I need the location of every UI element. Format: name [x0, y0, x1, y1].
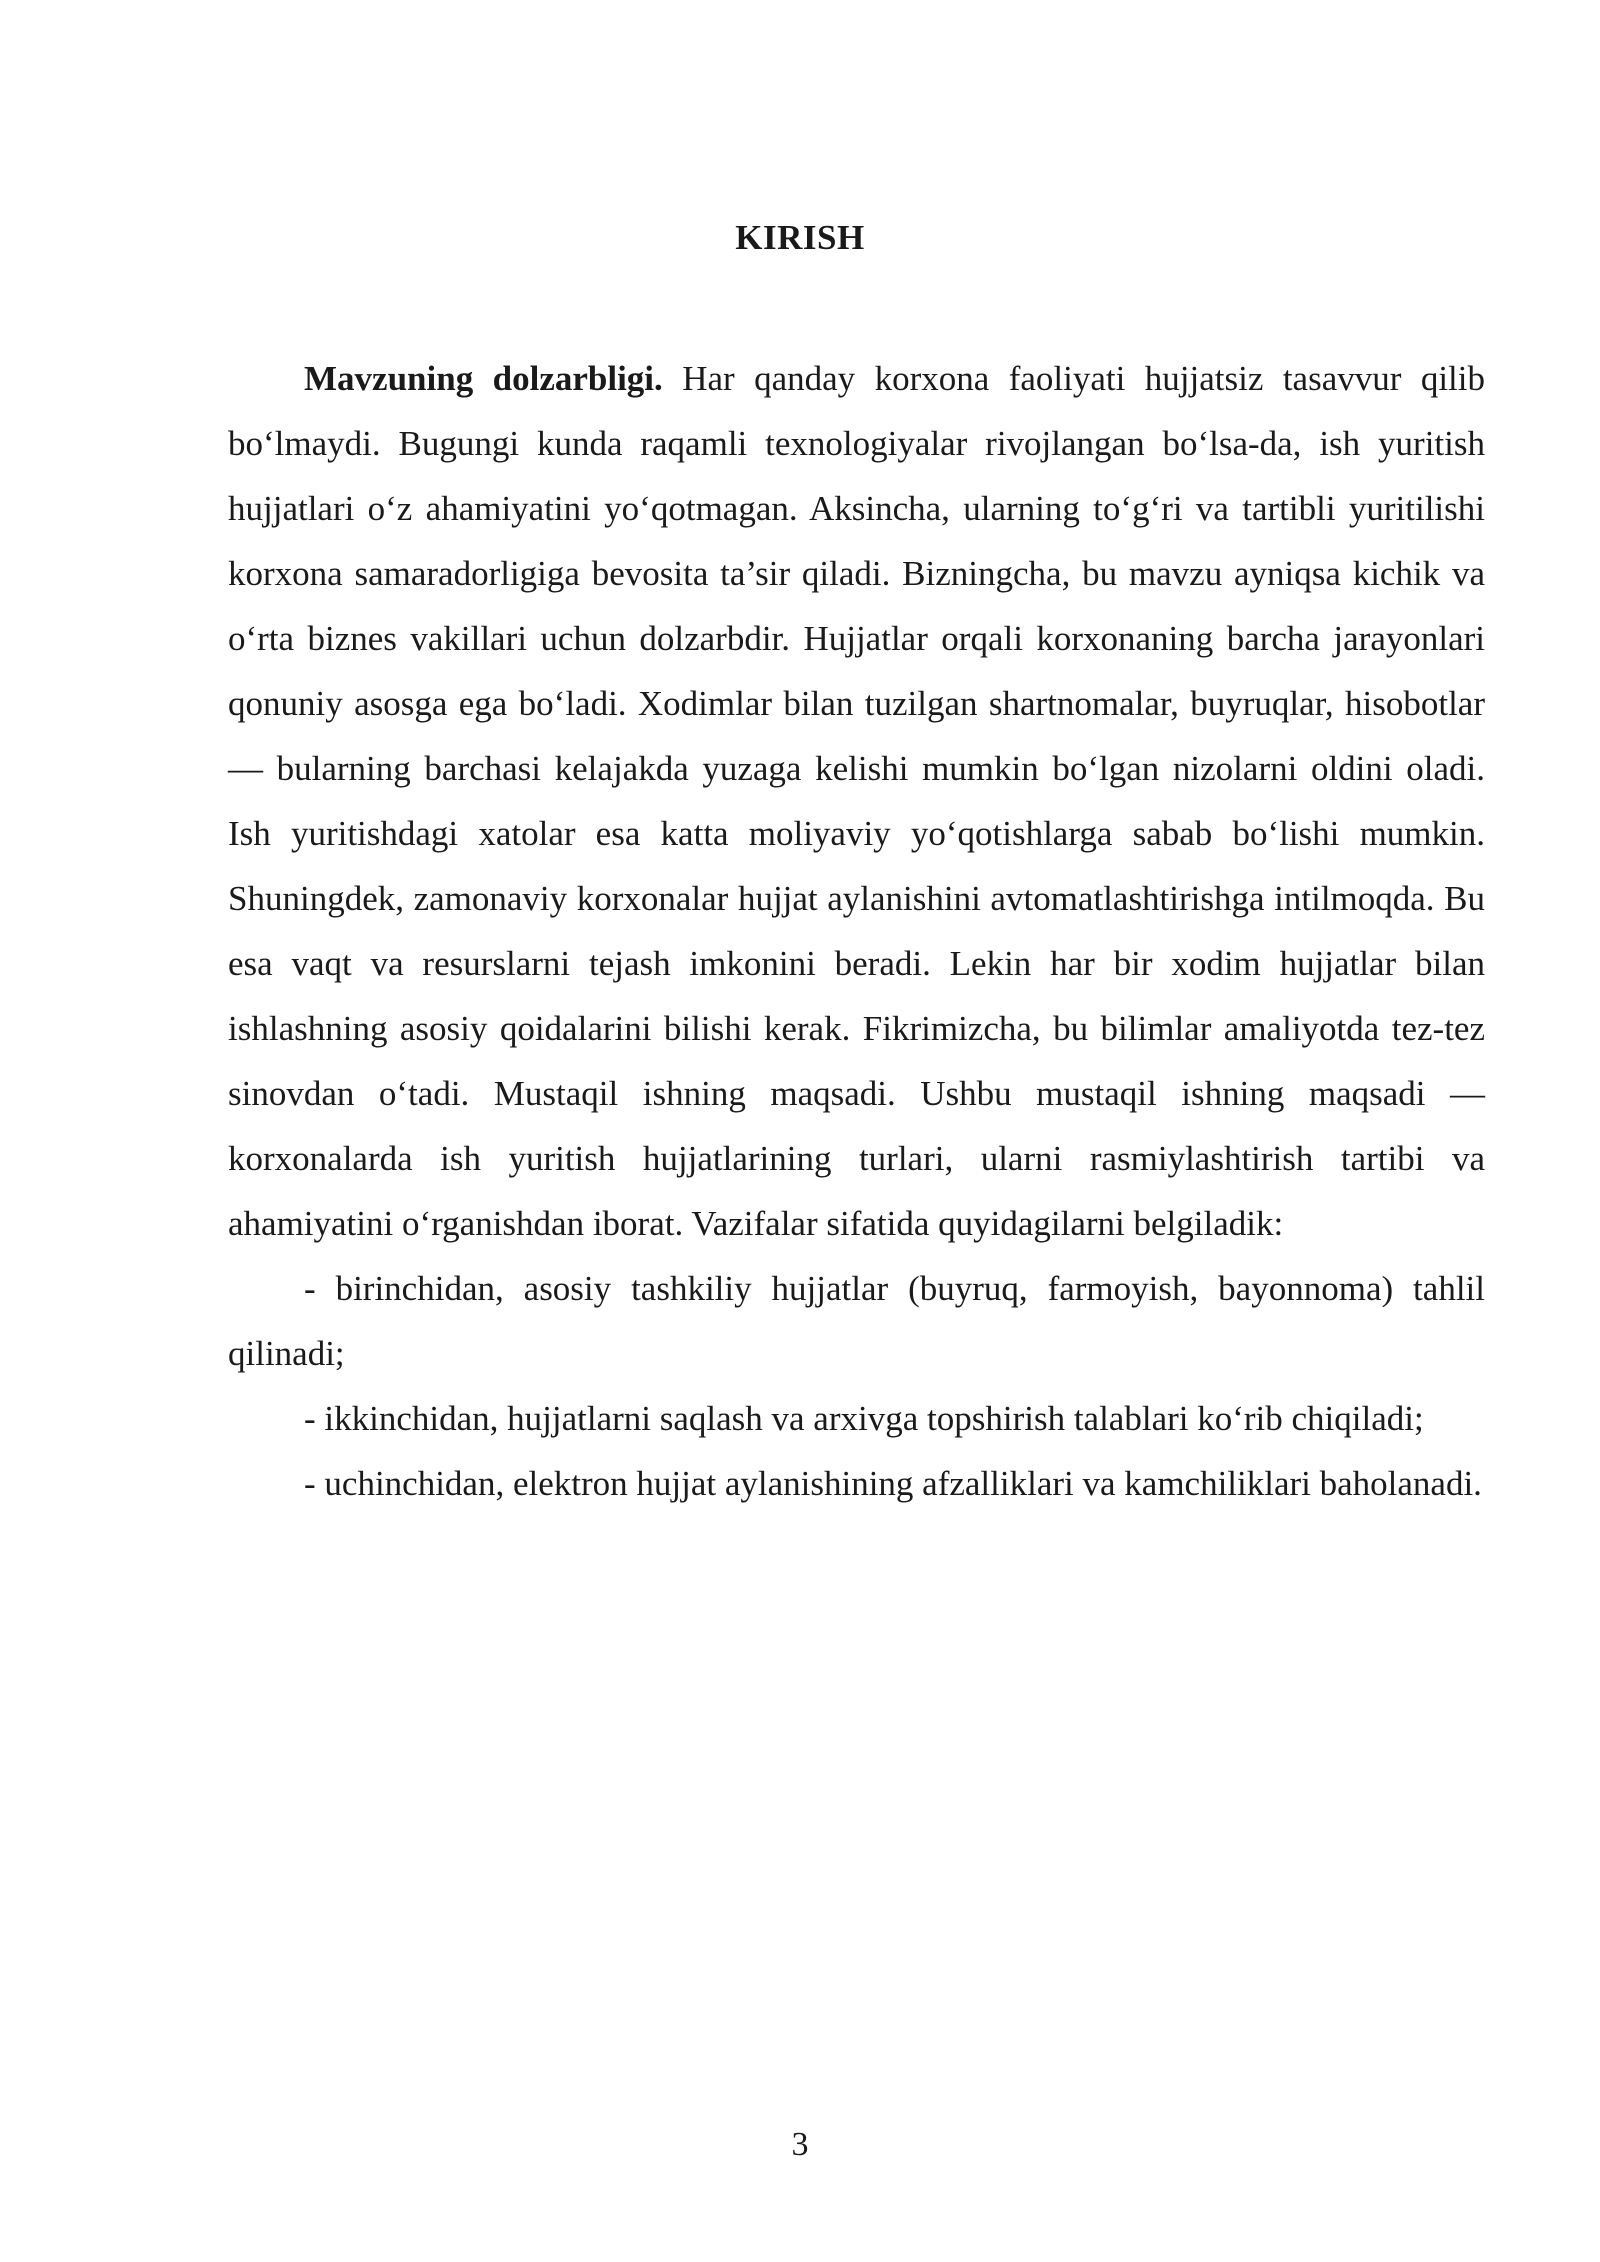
paragraph-lead: Mavzuning dolzarbligi.: [304, 359, 663, 398]
section-heading: KIRISH: [735, 218, 865, 257]
task-item-1: - birinchidan, asosiy tashkiliy hujjatlar (buyruq, farmoyish, bayonnoma) tahlil qilinadi;: [228, 1269, 1485, 1373]
task-item-2: - ikkinchidan, hujjatlarni saqlash va arxivga topshirish talablari ko‘rib chiqiladi;: [304, 1399, 1424, 1438]
paragraph-text: Har qanday korxona faoliyati hujjatsiz tasavvur qilib bo‘lmaydi. Bugungi kunda raqamli texnologiyalar rivojlangan bo‘lsa-da, ish yuritish hujjatlari o‘z ahamiyatini yo‘qotmagan. Aksincha, ularning to‘g‘ri va tartibli yuritilishi korxona samaradorligiga bevosita ta’sir qiladi. Bizningcha, bu mavzu ayniqsa kichik va o‘rta biznes vakillari uchun dolzarbdir. Hujjatlar orqali korxonaning barcha jarayonlari qonuniy asosga ega bo‘ladi. Xodimlar bilan tuzilgan shartnomalar, buyruqlar, hisobotlar — bularning barchasi kelajakda yuzaga kelishi mumkin bo‘lgan nizolarni oldini oladi. Ish yuritishdagi xatolar esa katta moliyaviy yo‘qotishlarga sabab bo‘lishi mumkin. Shuningdek, zamonaviy korxonalar hujjat aylanishini avtomatlashtirishga intilmoqda. Bu esa vaqt va resurslarni tejash imkonini beradi. Lekin har bir xodim hujjatlar bilan ishlashning asosiy qoidalarini bilishi kerak. Fikrimizcha, bu bilimlar amaliyotda tez-tez sinovdan o‘tadi. Mustaqil ishning maqsadi. Ushbu mustaqil ishning maqsadi — korxonalarda ish yuritish hujjatlarining turlari, ularni rasmiylashtirish tartibi va ahamiyatini o‘rganishdan iborat. Vazifalar sifatida quyidagilarni belgiladik:: [228, 359, 1485, 1243]
task-item-3: - uchinchidan, elektron hujjat aylanishining afzalliklari va kamchiliklari baholanadi.: [304, 1464, 1482, 1503]
intro-paragraph: [228, 346, 1485, 1256]
body-text: [228, 346, 1485, 1516]
page-number: 3: [791, 2126, 809, 2163]
